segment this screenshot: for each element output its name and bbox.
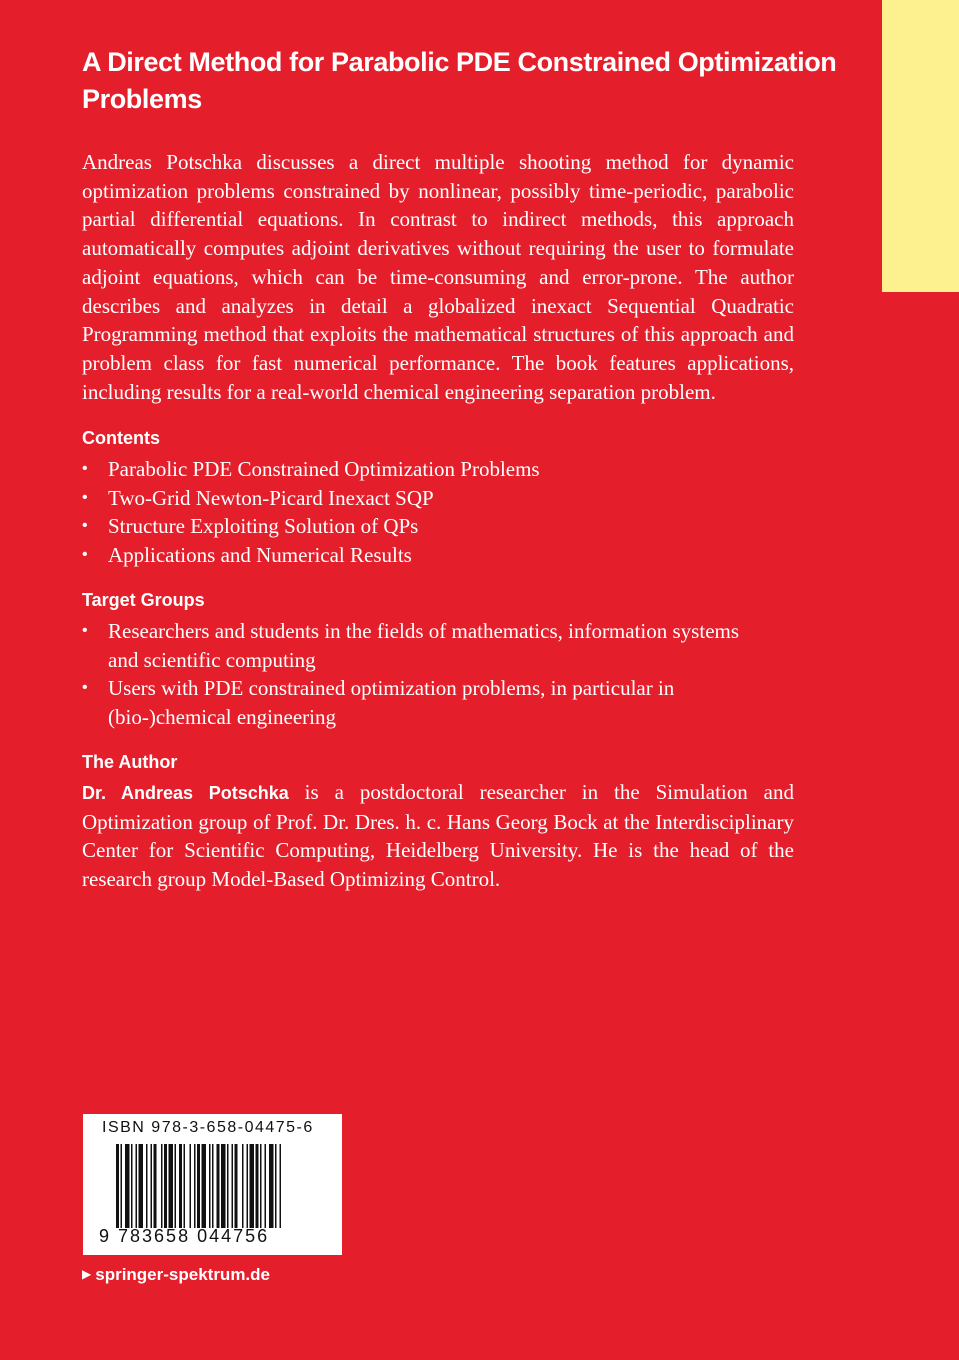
contents-item: • Parabolic PDE Constrained Optimization Problems (82, 455, 782, 484)
publisher-url: springer-spektrum.de (95, 1265, 270, 1284)
isbn-barcode (83, 1114, 342, 1255)
target-group-item: • Researchers and students in the fields of mathematics, information systems and scientific computing (82, 617, 742, 674)
target-group-item: • Users with PDE constrained optimization problems, in particular in (bio-)chemical engineering (82, 674, 742, 731)
contents-item: • Two-Grid Newton-Picard Inexact SQP (82, 484, 782, 513)
author-heading: The Author (82, 752, 178, 772)
book-abstract: Andreas Potschka discusses a direct multiple shooting method for dynamic optimization problems constrained by nonlinear, possibly time-periodic, parabolic partial differential equations. In contrast to indirect methods, this approach automatically computes adjoint derivatives without requiring the user to formulate adjoint equations, which can be time-consuming and error-prone. The author describes and analyzes in detail a globalized inexact Sequential Quadratic Programming method that exploits the mathematical structures of this approach and problem class for fast numerical performance. The book features applications, including results for a real-world chemical engineering separation problem. (82, 150, 794, 404)
target-groups-list (82, 617, 742, 732)
contents-item: • Structure Exploiting Solution of QPs (82, 512, 782, 541)
barcode-digits: 9 783658 044756 (99, 1226, 270, 1246)
author-name: Dr. Andreas Potschka (82, 783, 289, 803)
book-title: A Direct Method for Parabolic PDE Constrained Optimization Problems (82, 47, 837, 114)
target-groups-heading: Target Groups (82, 590, 205, 610)
yellow-spine-tab (882, 0, 959, 292)
play-arrow-icon: ▶ (82, 1267, 92, 1281)
author-bio-text: is a postdoctoral researcher in the Simulation and Optimization group of Prof. Dr. Dres. h. c. Hans Georg Bock at the Interdisciplinary Center for Scientific Computing, Heidelberg University. He is the head of the research group Model-Based Optimizing Control. (82, 780, 794, 892)
publisher-link[interactable] (82, 1265, 270, 1285)
contents-item: • Applications and Numerical Results (82, 541, 782, 570)
author-bio (82, 778, 794, 894)
contents-heading: Contents (82, 428, 160, 448)
isbn-label: ISBN 978-3-658-04475-6 (102, 1119, 314, 1136)
contents-list (82, 455, 782, 570)
